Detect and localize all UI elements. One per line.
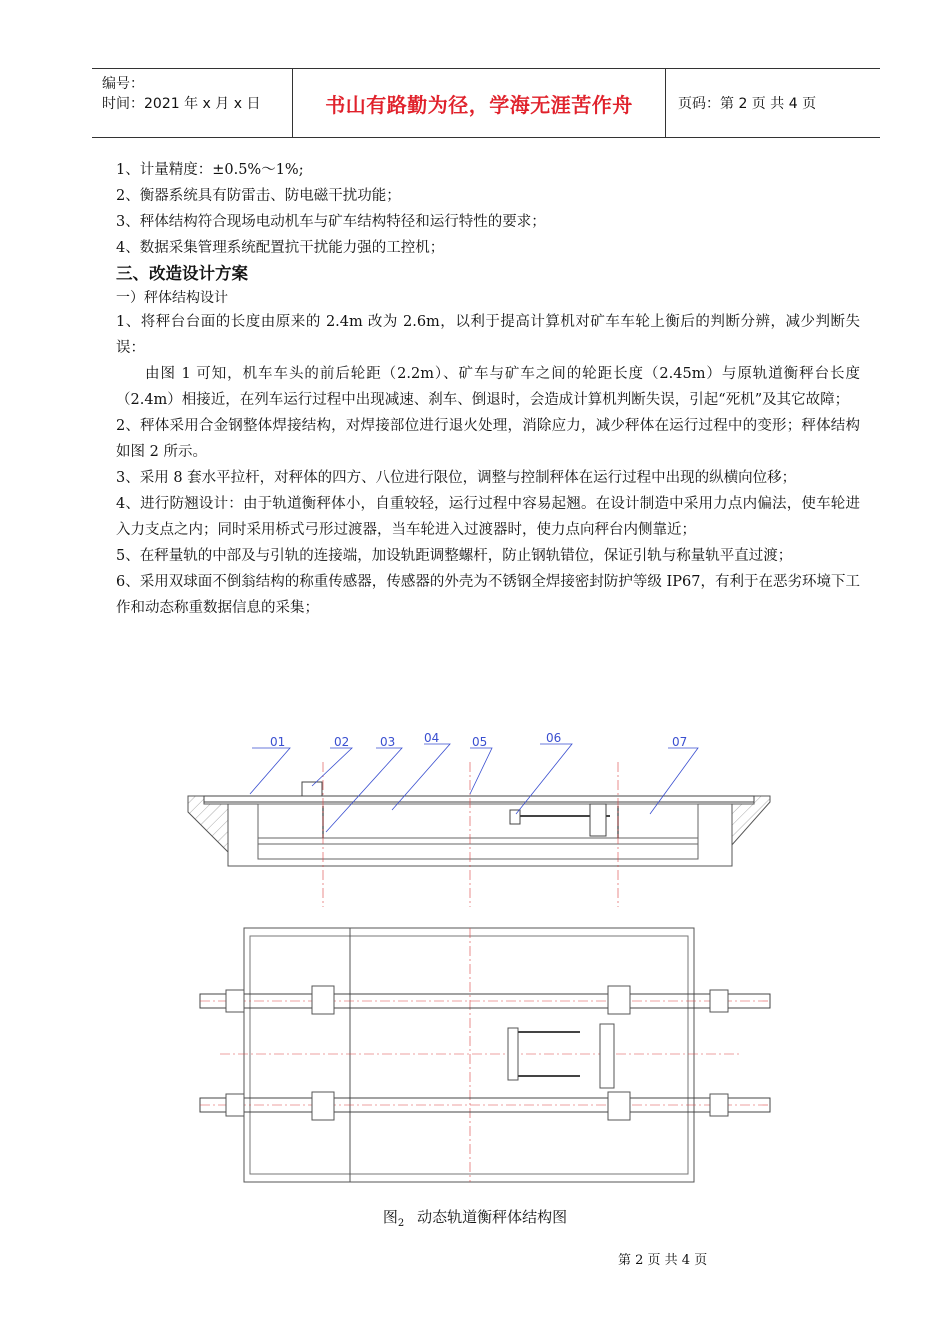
paragraph-1: 1、将秤台台面的长度由原来的 2.4m 改为 2.6m，以利于提高计算机对矿车车轮上衡后的判断分辨，减少判断失误： bbox=[116, 314, 860, 356]
paragraph-1-detail: 由图 1 可知，机车车头的前后轮距（2.2m）、矿车与矿车之间的轮距长度（2.45m）与原轨道衡秤台长度（2.4m）相接近，在列车运行过程中出现减速、刹车、倒退时，会造成计算机判断失误，引起“死机”及其它故障； bbox=[116, 366, 860, 408]
requirement-item: 2、衡器系统具有防雷击、防电磁干扰功能； bbox=[116, 188, 401, 204]
requirement-item: 4、数据采集管理系统配置抗干扰能力强的工控机； bbox=[116, 240, 445, 256]
paragraph-4: 4、进行防翘设计：由于轨道衡秤体小，自重较轻，运行过程中容易起翘。在设计制造中采用力点内偏法，使车轮进入力支点之内；同时采用桥式弓形过渡器，当车轮进入过渡器时，使力点向秤台内侧靠近； bbox=[116, 496, 860, 538]
header-meta-cell bbox=[92, 69, 293, 137]
callout-label: 02 bbox=[334, 735, 350, 749]
paragraph-2: 2、秤体采用合金钢整体焊接结构，对焊接部位进行退火处理，消除应力，减少秤体在运行过程中的变形；秤体结构如图 2 所示。 bbox=[116, 418, 860, 460]
callout-label: 04 bbox=[424, 732, 440, 745]
figure-caption-prefix: 图 bbox=[382, 1208, 398, 1226]
figure-caption bbox=[0, 1206, 950, 1229]
callout-label: 07 bbox=[672, 735, 688, 749]
doc-number-label: 编号： bbox=[102, 76, 144, 92]
callout-label: 06 bbox=[546, 732, 562, 745]
paragraph-5: 5、在秤量轨的中部及与引轨的连接端，加设轨距调整螺杆，防止钢轨错位，保证引轨与称量轨平直过渡； bbox=[116, 548, 793, 564]
header-page-info: 页码：第 2 页 共 4 页 bbox=[678, 96, 817, 112]
requirement-item: 3、秤体结构符合现场电动机车与矿车结构特径和运行特性的要求； bbox=[116, 214, 546, 230]
header-motto-cell bbox=[293, 69, 666, 137]
plan-view bbox=[200, 928, 770, 1182]
document-body bbox=[116, 157, 860, 621]
figure-caption-text: 动态轨道衡秤体结构图 bbox=[417, 1208, 568, 1226]
section-view bbox=[188, 762, 770, 907]
callout-label: 05 bbox=[472, 735, 488, 749]
section-title: 三、改造设计方案 bbox=[116, 264, 248, 283]
subsection-title: 一）秤体结构设计 bbox=[116, 290, 228, 306]
header-motto: 书山有路勤为径，学海无涯苦作舟 bbox=[325, 92, 633, 117]
scale-structure-drawing bbox=[180, 732, 780, 1192]
requirement-item: 1、计量精度：±0.5%～1%; bbox=[116, 162, 304, 178]
callout-label: 01 bbox=[270, 735, 286, 749]
figure-caption-number: 2 bbox=[397, 1218, 405, 1229]
paragraph-3: 3、采用 8 套水平拉杆，对秤体的四方、八位进行限位，调整与控制秤体在运行过程中出现的纵横向位移； bbox=[116, 470, 797, 486]
header-page-cell bbox=[666, 69, 880, 137]
doc-time-label: 时间：2021 年 x 月 x 日 bbox=[102, 96, 261, 112]
paragraph-6: 6、采用双球面不倒翁结构的称重传感器，传感器的外壳为不锈钢全焊接密封防护等级 IP67，有利于在恶劣环境下工作和动态称重数据信息的采集； bbox=[116, 574, 860, 616]
page-header bbox=[92, 68, 880, 138]
page-footer: 第 2 页 共 4 页 bbox=[618, 1253, 708, 1268]
callout-label: 03 bbox=[380, 735, 396, 749]
